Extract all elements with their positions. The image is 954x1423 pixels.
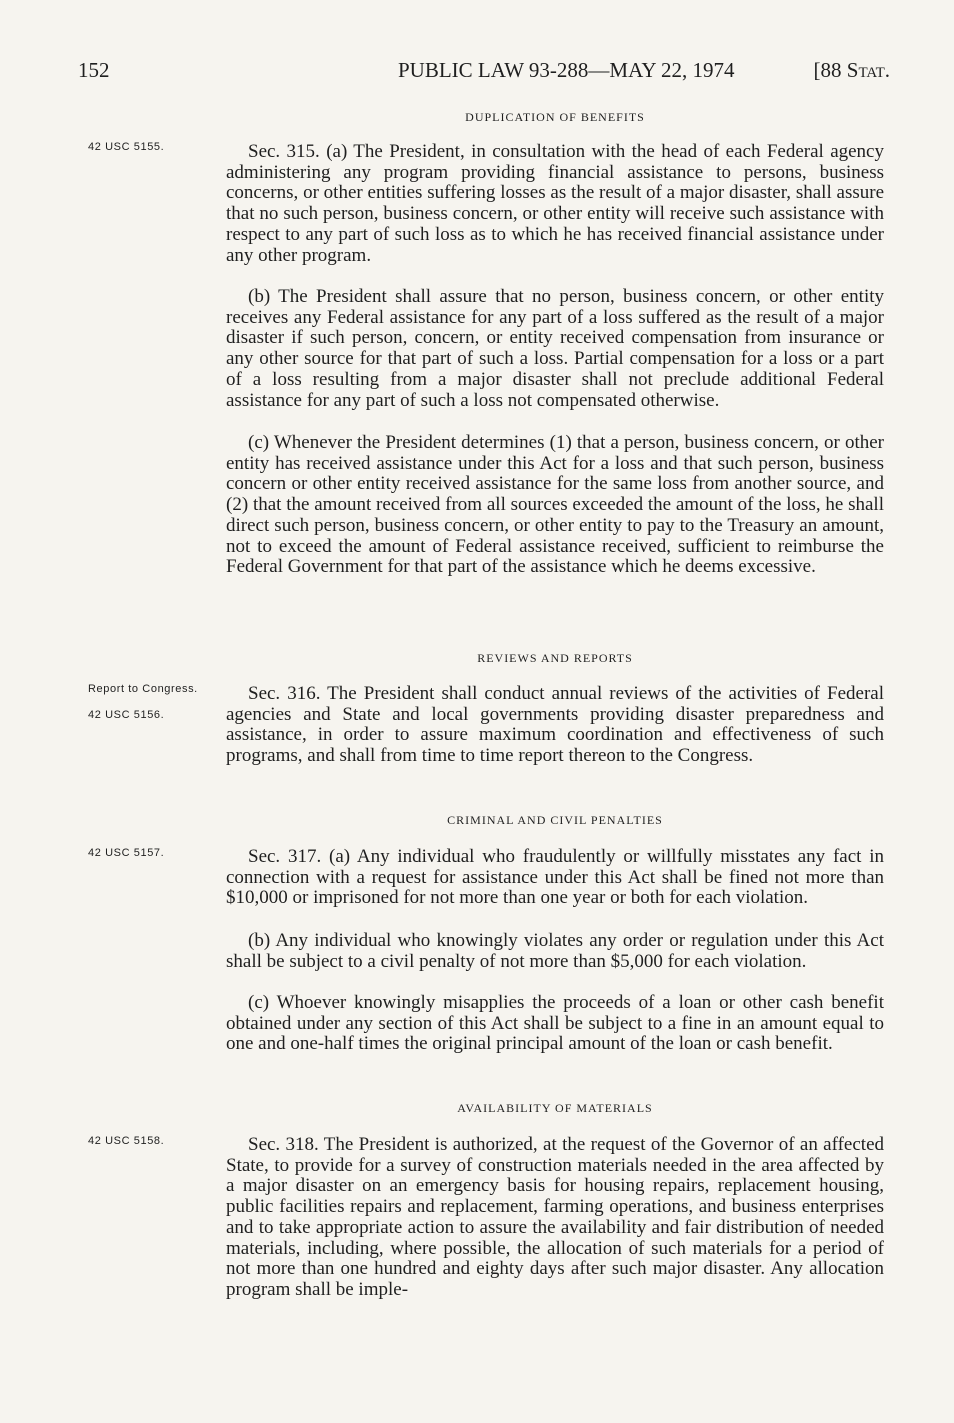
margin-note-5155: 42 USC 5155. — [88, 141, 165, 153]
margin-note-5158: 42 USC 5158. — [88, 1135, 165, 1147]
paragraph-317-a: Sec. 317. (a) Any individual who fraudulently or willfully misstates any fact in connection with a request for assistance under this Act shall be fined not more than $10,000 or imprisoned for not more than one year or both for each violation. — [226, 846, 884, 909]
paragraph-317-c: (c) Whoever knowingly misapplies the proceeds of a loan or other cash benefit obtained under any section of this Act shall be subject to a fine in an amount equal to one and one-half times the original principal amount of the loan or cash benefit. — [226, 992, 884, 1055]
margin-note-5156: 42 USC 5156. — [88, 709, 165, 721]
margin-note-5157: 42 USC 5157. — [88, 847, 165, 859]
page-header — [78, 58, 890, 88]
section-heading-penalties: CRIMINAL AND CIVIL PENALTIES — [447, 813, 663, 827]
paragraph-316: Sec. 316. The President shall conduct annual reviews of the activities of Federal agencies and State and local governments providing disaster preparedness and assistance, in order to assure maximum coordination and effectiveness of such programs, and shall from time to time report thereon to the Congress. — [226, 683, 884, 767]
paragraph-315-a: Sec. 315. (a) The President, in consultation with the head of each Federal agency administering any program providing financial assistance to persons, business concerns, or other entities suffering losses as the result of a major disaster, shall assure that no such person, business concern, or other entity will receive such assistance with respect to any part of such loss as to which he has received financial assistance under any other program. — [226, 141, 884, 266]
section-heading-duplication: DUPLICATION OF BENEFITS — [465, 110, 645, 124]
section-heading-materials: AVAILABILITY OF MATERIALS — [457, 1101, 653, 1115]
page-title: PUBLIC LAW 93-288—MAY 22, 1974 — [398, 58, 735, 82]
paragraph-318: Sec. 318. The President is authorized, at the request of the Governor of an affected State, to provide for a survey of construction materials needed in the area affected by a major disaster on an emergency basis for housing repairs, replacement housing, public facilities repairs and replacement, farming operations, and business enterprises and to take appropriate action to assure the availability and fair distribution of needed materials, including, where possible, the allocation of such materials for a period of not more than one hundred and eighty days after such major disaster. Any allocation program shall be imple- — [226, 1134, 884, 1300]
page-number: 152 — [78, 58, 110, 82]
paragraph-317-b: (b) Any individual who knowingly violates any order or regulation under this Act shall be subject to a civil penalty of not more than $5,000 for each violation. — [226, 930, 884, 972]
paragraph-315-c: (c) Whenever the President determines (1) that a person, business concern, or other entity has received assistance under this Act for a loss and that such person, business concern or other entity received assistance for the same loss from another source, and (2) that the amount received from all sources exceeded the amount of the loss, he shall direct such person, business concern, or other entity to pay to the Treasury an amount, not to exceed the amount of Federal assistance received, sufficient to reimburse the Federal Government for that part of the assistance which he deems excessive. — [226, 432, 884, 578]
margin-note-report: Report to Congress. — [88, 683, 198, 695]
statute-reference: [88 Stat. — [813, 58, 890, 82]
section-heading-reviews: REVIEWS AND REPORTS — [477, 651, 633, 665]
paragraph-315-b: (b) The President shall assure that no person, business concern, or other entity receives any Federal assistance for any part of a loss suffered as the result of a major disaster if such person, concern, or entity received compensation from insurance or any other source for that part of such a loss. Partial compensation for a loss or a part of a loss resulting from a major disaster shall not preclude additional Federal assistance for any part of such a loss not compensated otherwise. — [226, 286, 884, 411]
